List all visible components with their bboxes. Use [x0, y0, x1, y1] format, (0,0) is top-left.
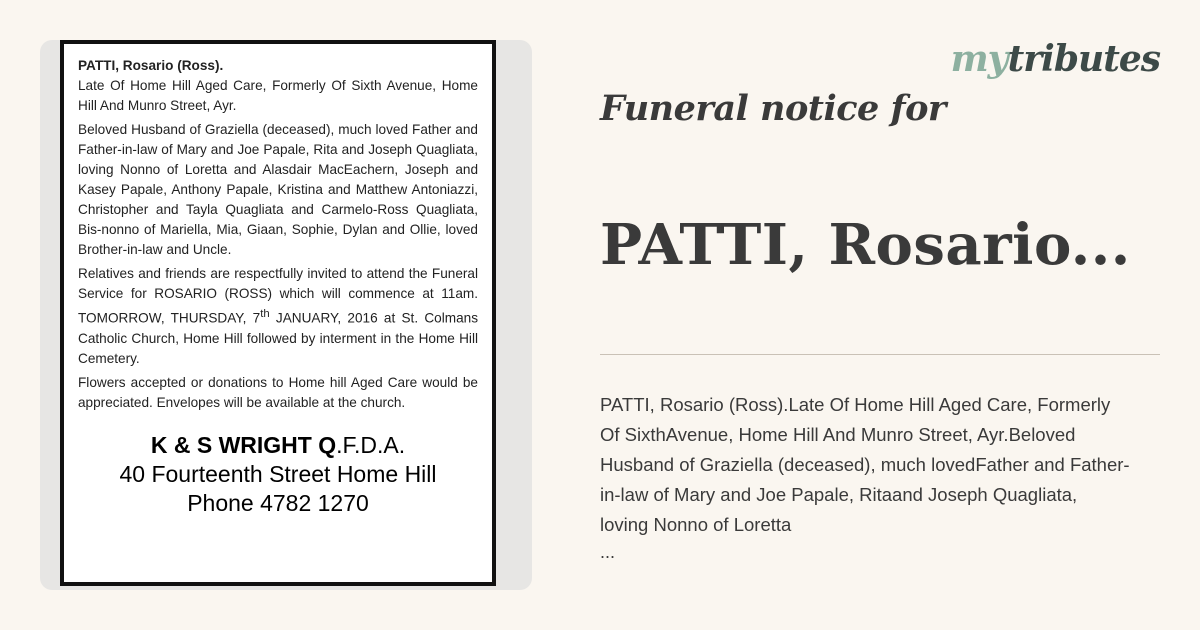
logo-part-tributes: tributes — [1007, 38, 1160, 80]
funeral-director-phone: Phone 4782 1270 — [187, 489, 369, 516]
notice-paragraph-flowers: Flowers accepted or donations to Home hill Aged Care would be appreciated. Envelopes will be available at the church. — [78, 374, 478, 410]
notice-paragraph-service — [78, 264, 478, 369]
notice-paragraph-residence: Late Of Home Hill Aged Care, Formerly Of Sixth Avenue, Home Hill And Munro Street, Ayr. — [78, 78, 478, 113]
notice-excerpt: PATTI, Rosario (Ross).Late Of Home Hill Aged Care, Formerly Of SixthAvenue, Home Hill And Munro Street, Ayr.Beloved Husband of Graziella (deceased), much lovedFather and Father-in-law of Mary and Joe Papale, Ritaand Joseph Quagliata, loving Nonno of Loretta — [600, 394, 1130, 535]
funeral-director-name — [78, 431, 478, 460]
funeral-director-name-suffix: .F.D.A. — [336, 431, 406, 458]
notice-heading: PATTI, Rosario (Ross). — [78, 58, 224, 73]
notice-paragraph-family: Beloved Husband of Graziella (deceased), much loved Father and Father-in-law of Mary and Joe Papale, Rita and Joseph Quagliata, loving Nonno of Loretta and Alasdair MacEachern, Joseph and Kasey Papale, Anthony Papale, Kristina and Matthew Antoniazzi, Christopher and Tayla Quagliata and Carmelo-Ross Quagliata, Bis-nonno of Mariella, Mia, Giaan, Sophie, Dylan and Ollie, loved Brother-in-law and Uncle. — [78, 122, 478, 257]
funeral-director-address: 40 Fourteenth Street Home Hill — [119, 460, 437, 487]
deceased-name-title: PATTI, Rosario... — [600, 212, 1131, 278]
notice-image-card — [40, 40, 532, 590]
mytributes-logo[interactable] — [951, 38, 1160, 80]
logo-part-my: my — [950, 38, 1008, 80]
service-text-end: JANUARY, 2016 at St. Colmans Catholic Church, Home Hill followed by interment in the Home Hill Cemetery. — [78, 310, 479, 366]
page-intro: Funeral notice for — [600, 88, 946, 129]
service-date-ordinal: th — [260, 308, 270, 320]
funeral-director-name-main: K & S WRIGHT Q — [150, 431, 337, 458]
excerpt-ellipsis: ... — [600, 542, 616, 562]
service-text-start: Relatives and friends are respectfully invited to attend the Funeral Service for ROSARIO (ROSS) which will commence at 11am. TOMORROW, THURSDAY, 7 — [78, 266, 478, 326]
newspaper-notice-clipping — [60, 40, 496, 586]
divider — [600, 354, 1160, 355]
funeral-director-block — [78, 431, 478, 518]
